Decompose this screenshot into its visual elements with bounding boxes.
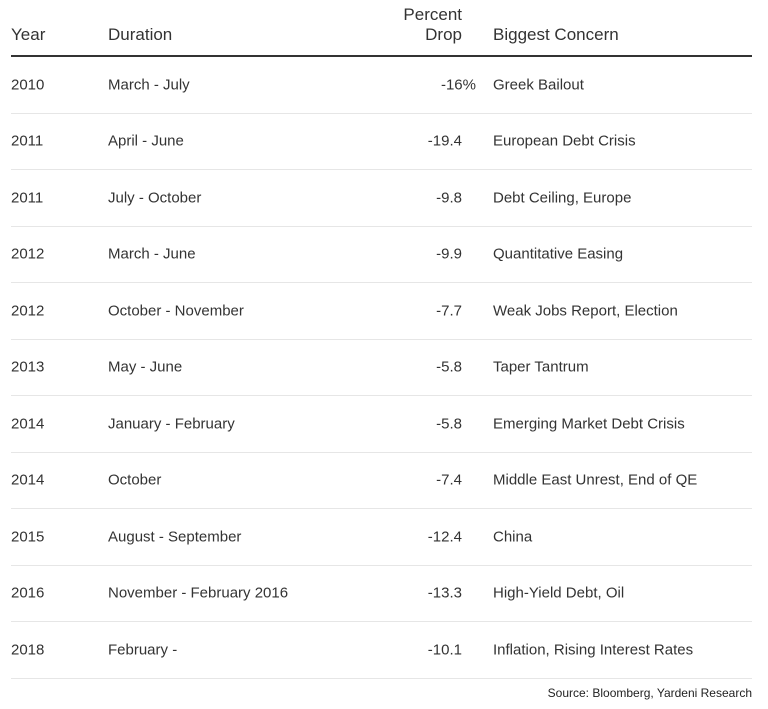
table-row — [11, 509, 752, 566]
cell-concern: Middle East Unrest, End of QE — [493, 471, 698, 489]
cell-year: 2012 — [11, 245, 45, 263]
table-row — [11, 283, 752, 340]
cell-concern: European Debt Crisis — [493, 132, 636, 150]
table-row — [11, 170, 752, 227]
cell-duration: July - October — [108, 189, 202, 207]
cell-concern: High-Yield Debt, Oil — [493, 584, 625, 602]
table-row — [11, 622, 752, 679]
cell-concern: Quantitative Easing — [493, 245, 624, 263]
cell-year: 2018 — [11, 641, 45, 659]
corrections-table — [11, 0, 752, 679]
cell-year: 2014 — [11, 415, 45, 433]
cell-duration: January - February — [108, 415, 235, 433]
cell-duration: March - July — [108, 76, 190, 94]
source-note: Source: Bloomberg, Yardeni Research — [547, 686, 752, 700]
table-row — [11, 227, 752, 284]
cell-percent-drop: -9.8 — [436, 189, 462, 207]
cell-duration: October — [108, 471, 162, 489]
cell-duration: November - February 2016 — [108, 584, 289, 602]
cell-year: 2011 — [11, 132, 44, 150]
cell-duration: February - — [108, 641, 178, 659]
cell-percent-drop: -12.4 — [427, 528, 462, 546]
cell-percent-drop: -9.9 — [436, 245, 462, 263]
cell-duration: May - June — [108, 358, 183, 376]
cell-concern: Debt Ceiling, Europe — [493, 189, 632, 207]
header-percent-drop-line2: Drop — [425, 25, 462, 44]
cell-duration: March - June — [108, 245, 196, 263]
cell-year: 2013 — [11, 358, 45, 376]
cell-concern: Weak Jobs Report, Election — [493, 302, 678, 320]
cell-concern: Inflation, Rising Interest Rates — [493, 641, 694, 659]
cell-year: 2015 — [11, 528, 45, 546]
header-duration: Duration — [108, 25, 173, 44]
cell-year: 2016 — [11, 584, 45, 602]
header-year: Year — [11, 25, 46, 44]
table-row — [11, 114, 752, 171]
cell-year: 2012 — [11, 302, 45, 320]
cell-percent-drop: -13.3 — [427, 584, 462, 602]
cell-year: 2014 — [11, 471, 45, 489]
cell-concern: Emerging Market Debt Crisis — [493, 415, 685, 433]
cell-year: 2011 — [11, 189, 44, 207]
table-row — [11, 396, 752, 453]
cell-concern: China — [493, 528, 533, 546]
cell-duration: October - November — [108, 302, 244, 320]
cell-percent-drop: -19.4 — [427, 132, 462, 150]
header-percent-drop — [342, 5, 462, 45]
cell-percent-drop: -7.4 — [436, 471, 462, 489]
cell-percent-drop: -5.8 — [436, 358, 462, 376]
table-row — [11, 57, 752, 114]
cell-concern: Taper Tantrum — [493, 358, 589, 376]
table-row — [11, 566, 752, 623]
cell-percent-drop: -7.7 — [436, 302, 462, 320]
header-percent-drop-line1: Percent — [403, 5, 462, 24]
table-header — [11, 0, 752, 57]
header-biggest-concern: Biggest Concern — [493, 25, 619, 44]
cell-duration: August - September — [108, 528, 242, 546]
cell-percent-drop: -10.1 — [427, 641, 462, 659]
cell-percent-drop: -16% — [440, 76, 476, 94]
cell-duration: April - June — [108, 132, 184, 150]
cell-year: 2010 — [11, 76, 45, 94]
cell-percent-drop: -5.8 — [436, 415, 462, 433]
table-row — [11, 453, 752, 510]
cell-concern: Greek Bailout — [493, 76, 584, 94]
table-row — [11, 340, 752, 397]
